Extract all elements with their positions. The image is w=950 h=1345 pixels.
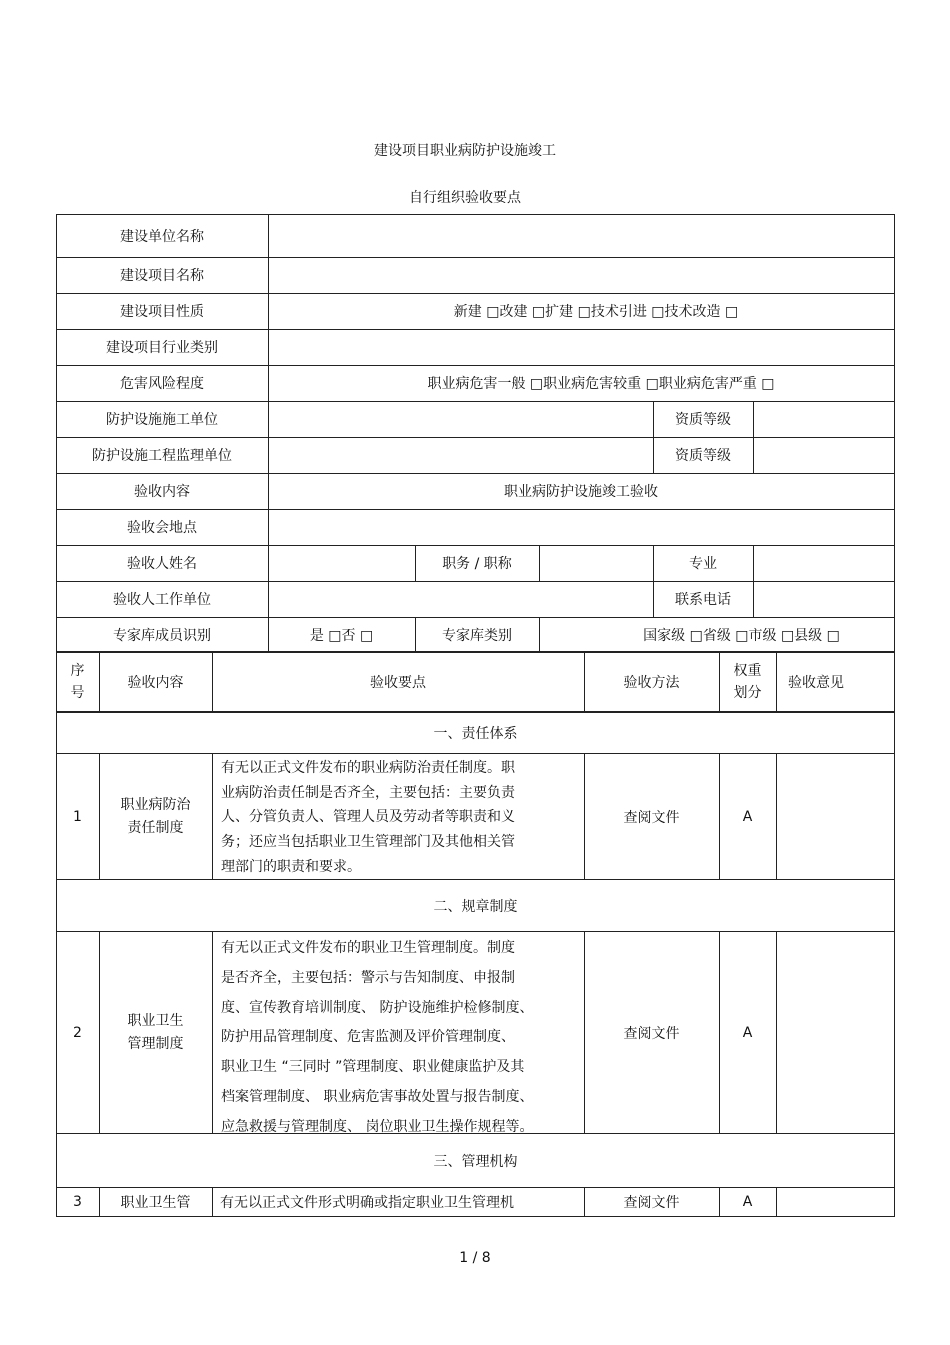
label-supervision-unit: 防护设施工程监理单位: [92, 448, 232, 464]
label-qualification-1: 资质等级: [675, 412, 731, 428]
label-venue: 验收会地点: [127, 520, 197, 536]
header-opinion: 验收意见: [788, 675, 844, 691]
field-inspector-name[interactable]: [268, 545, 415, 581]
section-heading: 三、管理机构: [433, 1153, 518, 1170]
label-inspector-name: 验收人姓名: [127, 556, 197, 572]
section-heading: 二、规章制度: [433, 898, 518, 915]
field-specialty[interactable]: [753, 545, 894, 581]
row-points: 有无以正式文件发布的职业卫生管理制度。制度 是否齐全，主要包括：警示与告知制度、申报制 度、宣传教育培训制度、 防护设施维护检修制度、 防护用品管理制度、危害监测及评价管理制度、 职业卫生 “三同时 ”管理制度、职业健康监护及其 档案管理制度、 职业病危害事故处置与报告制度、 应急救援与管理制度、 岗位职业卫生操作规程等。: [221, 940, 534, 1135]
row-method: 查阅文件: [623, 809, 680, 826]
row-weight: A: [742, 1194, 753, 1210]
row-content: 职业病防治 责任制度: [120, 797, 191, 836]
row-opinion-field[interactable]: [776, 754, 894, 879]
row-opinion-field[interactable]: [776, 1188, 894, 1216]
expert-member-options[interactable]: 是 □否 □: [309, 627, 374, 644]
label-specialty: 专业: [689, 556, 717, 572]
row-points: 有无以正式文件发布的职业病防治责任制度。职 业病防治责任制是否齐全，主要包括：主要负责 人、分管负责人、管理人员及劳动者等职责和义 务；还应当包括职业卫生管理部门及其他相关管 理部门的职责和要求。: [221, 760, 515, 875]
value-content: 职业病防护设施竣工验收: [504, 484, 658, 500]
row-content: 职业卫生管: [120, 1195, 191, 1211]
field-construction-unit[interactable]: [268, 401, 653, 437]
field-project-name[interactable]: [268, 257, 894, 293]
header-points: 验收要点: [370, 675, 426, 691]
row-method: 查阅文件: [623, 1025, 680, 1042]
header-weight: 权重 划分: [733, 662, 762, 701]
label-project-name: 建设项目名称: [120, 268, 204, 284]
label-construction-unit: 防护设施施工单位: [106, 412, 218, 428]
field-supervision-unit[interactable]: [268, 437, 653, 473]
row-method: 查阅文件: [623, 1195, 680, 1211]
field-position[interactable]: [539, 545, 653, 581]
label-work-unit: 验收人工作单位: [113, 592, 211, 608]
label-expert-member: 专家库成员识别: [113, 627, 211, 644]
section-heading: 一、责任体系: [433, 726, 518, 742]
project-nature-options[interactable]: 新建 □改建 □扩建 □技术引进 □技术改造 □: [453, 304, 739, 320]
label-qualification-2: 资质等级: [675, 448, 731, 464]
label-industry: 建设项目行业类别: [106, 340, 218, 356]
header-content: 验收内容: [127, 675, 184, 691]
field-unit-name[interactable]: [268, 214, 894, 258]
row-content: 职业卫生 管理制度: [127, 1013, 184, 1052]
field-phone[interactable]: [753, 581, 894, 617]
label-unit-name: 建设单位名称: [120, 229, 204, 245]
field-work-unit[interactable]: [268, 581, 653, 617]
label-expert-category: 专家库类别: [442, 627, 512, 644]
row-weight: A: [742, 1024, 753, 1041]
risk-level-options[interactable]: 职业病危害一般 □职业病危害较重 □职业病危害严重 □: [427, 376, 775, 392]
label-phone: 联系电话: [675, 592, 731, 608]
header-method: 验收方法: [623, 675, 680, 691]
document-title: 建设项目职业病防护设施竣工: [374, 143, 556, 159]
row-weight: A: [742, 808, 753, 825]
label-position: 职务 / 职称: [442, 556, 512, 572]
document-subtitle: 自行组织验收要点: [409, 190, 521, 206]
field-qualification-1[interactable]: [753, 401, 894, 437]
field-industry[interactable]: [268, 329, 894, 365]
label-project-nature: 建设项目性质: [120, 304, 204, 320]
row-opinion-field[interactable]: [776, 932, 894, 1133]
expert-level-options[interactable]: 国家级 □省级 □市级 □县级 □: [643, 627, 840, 644]
label-content: 验收内容: [134, 484, 190, 500]
row-no: 2: [73, 1024, 82, 1041]
field-venue[interactable]: [268, 509, 894, 545]
page-number: 1 / 8: [459, 1250, 491, 1266]
row-no: 1: [73, 808, 82, 825]
label-risk-level: 危害风险程度: [120, 376, 204, 392]
row-no: 3: [73, 1194, 82, 1210]
header-no: 序 号: [70, 662, 85, 701]
field-qualification-2[interactable]: [753, 437, 894, 473]
row-points: 有无以正式文件形式明确或指定职业卫生管理机: [220, 1195, 514, 1211]
